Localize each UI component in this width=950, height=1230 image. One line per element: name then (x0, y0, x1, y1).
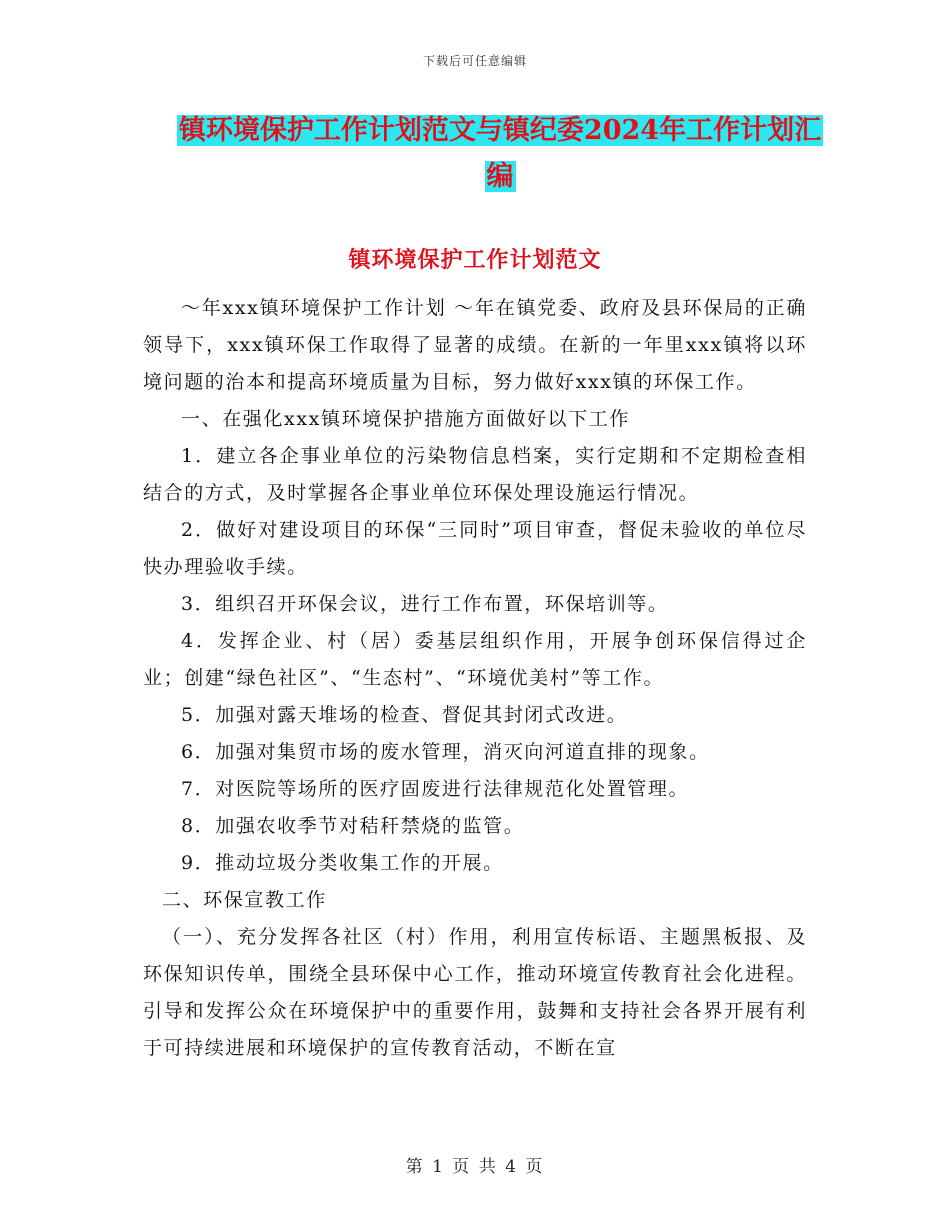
list-item: 7．对医院等场所的医疗固废进行法律规范化处置管理。 (181, 778, 690, 800)
list-item: 4．发挥企业、村（居）委基层组织作用，开展争创环保信得过企业；创建“绿色社区”、“生态村”、“环境优美村”等工作。 (143, 630, 807, 689)
page-footer: 第 1 页 共 4 页 (405, 1157, 545, 1177)
list-item: 5．加强对露天堆场的检查、督促其封闭式改进。 (181, 704, 628, 726)
paragraph-education: （一）、充分发挥各社区（村）作用，利用宣传标语、主题黑板报、及环保知识传单，围绕全县环保中心工作，推动环境宣传教育社会化进程。引导和发挥公众在环境保护中的重要作用，鼓舞和支持社会各界开展有利于可持续进展和环境保护的宣传教育活动，不断在宣 (143, 926, 807, 1059)
list-item: 3．组织召开环保会议，进行工作布置，环保培训等。 (181, 593, 669, 615)
list-item: 1．建立各企事业单位的污染物信息档案，实行定期和不定期检查相结合的方式，及时掌握各企事业单位环保处理设施运行情况。 (143, 445, 807, 504)
title-line-1: 镇环境保护工作计划范文与镇纪委2024年工作计划汇 (178, 115, 822, 146)
heading-measures: 一、在强化xxx镇环境保护措施方面做好以下工作 (181, 408, 630, 430)
list-item: 8．加强农收季节对秸秆禁烧的监管。 (181, 815, 525, 837)
section-title: 镇环境保护工作计划范文 (348, 247, 602, 273)
document-title (150, 108, 850, 200)
list-item: 6．加强对集贸市场的废水管理，消灭向河道直排的现象。 (181, 741, 710, 763)
list-item: 2．做好对建设项目的环保“三同时”项目审查，督促未验收的单位尽快办理验收手续。 (143, 519, 807, 578)
list-item: 9．推动垃圾分类收集工作的开展。 (181, 852, 504, 874)
header-note: 下载后可任意编辑 (422, 54, 527, 68)
paragraph-intro: ～年xxx镇环境保护工作计划 ～年在镇党委、政府及县环保局的正确领导下，xxx镇环保工作取得了显著的成绩。在新的一年里xxx镇将以环境问题的治本和提高环境质量为目标，努力做好xxx镇的环保工作。 (143, 297, 807, 393)
heading-education: 二、环保宣教工作 (162, 889, 327, 911)
body-text (143, 290, 807, 1067)
title-line-2: 编 (486, 161, 514, 192)
